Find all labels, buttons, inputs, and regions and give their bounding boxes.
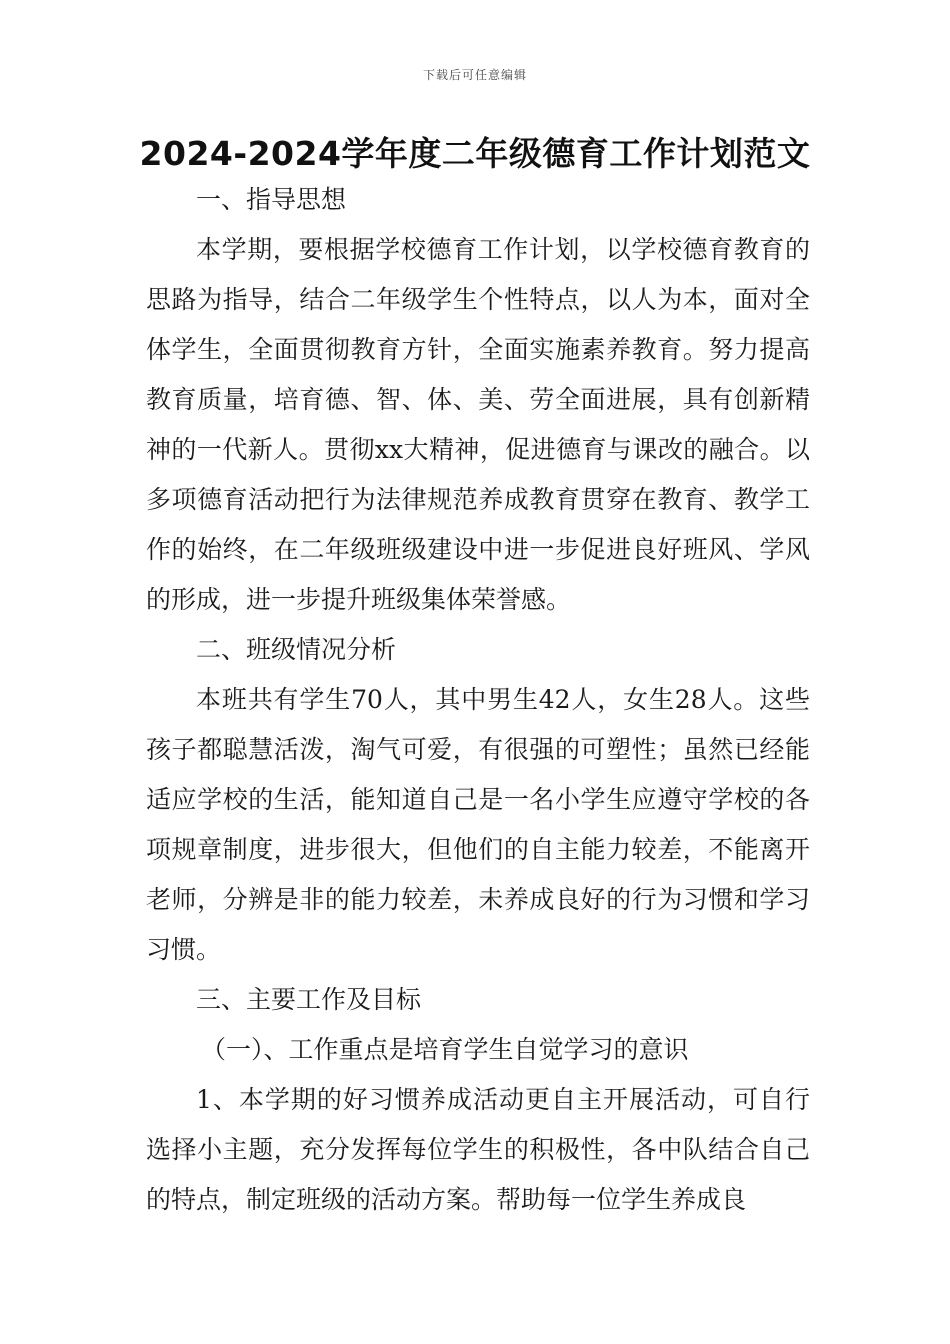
document-body: [146, 175, 810, 1225]
section-heading-class-analysis: 二、班级情况分析: [196, 635, 397, 664]
section-heading-guiding-ideology: 一、指导思想: [196, 185, 347, 214]
section-heading-main-work: 三、主要工作及目标: [196, 985, 422, 1014]
subsection-heading-work-focus: （一）、工作重点是培育学生自觉学习的意识: [201, 1035, 689, 1064]
paragraph-class-analysis: 本班共有学生70人，其中男生42人，女生28人。这些孩子都聪慧活泼，淘气可爱，有很强的可塑性；虽然已经能适应学校的生活，能知道自己是一名小学生应遵守学校的各项规章制度，进步很大，但他们的自主能力较差，不能离开老师，分辨是非的能力较差，未养成良好的行为习惯和学习习惯。: [146, 685, 810, 964]
paragraph-work-item-1: 1、本学期的好习惯养成活动更自主开展活动，可自行选择小主题，充分发挥每位学生的积极性，各中队结合自己的特点，制定班级的活动方案。帮助每一位学生养成良: [146, 1085, 810, 1214]
header-note: 下载后可任意编辑: [422, 68, 527, 82]
document-title: 2024-2024学年度二年级德育工作计划范文: [139, 134, 811, 173]
paragraph-guiding-ideology: 本学期，要根据学校德育工作计划，以学校德育教育的思路为指导，结合二年级学生个性特点，以人为本，面对全体学生，全面贯彻教育方针，全面实施素养教育。努力提高教育质量，培育德、智、体、美、劳全面进展，具有创新精神的一代新人。贯彻xx大精神，促进德育与课改的融合。以多项德育活动把行为法律规范养成教育贯穿在教育、教学工作的始终，在二年级班级建设中进一步促进良好班风、学风的形成，进一步提升班级集体荣誉感。: [146, 235, 810, 614]
